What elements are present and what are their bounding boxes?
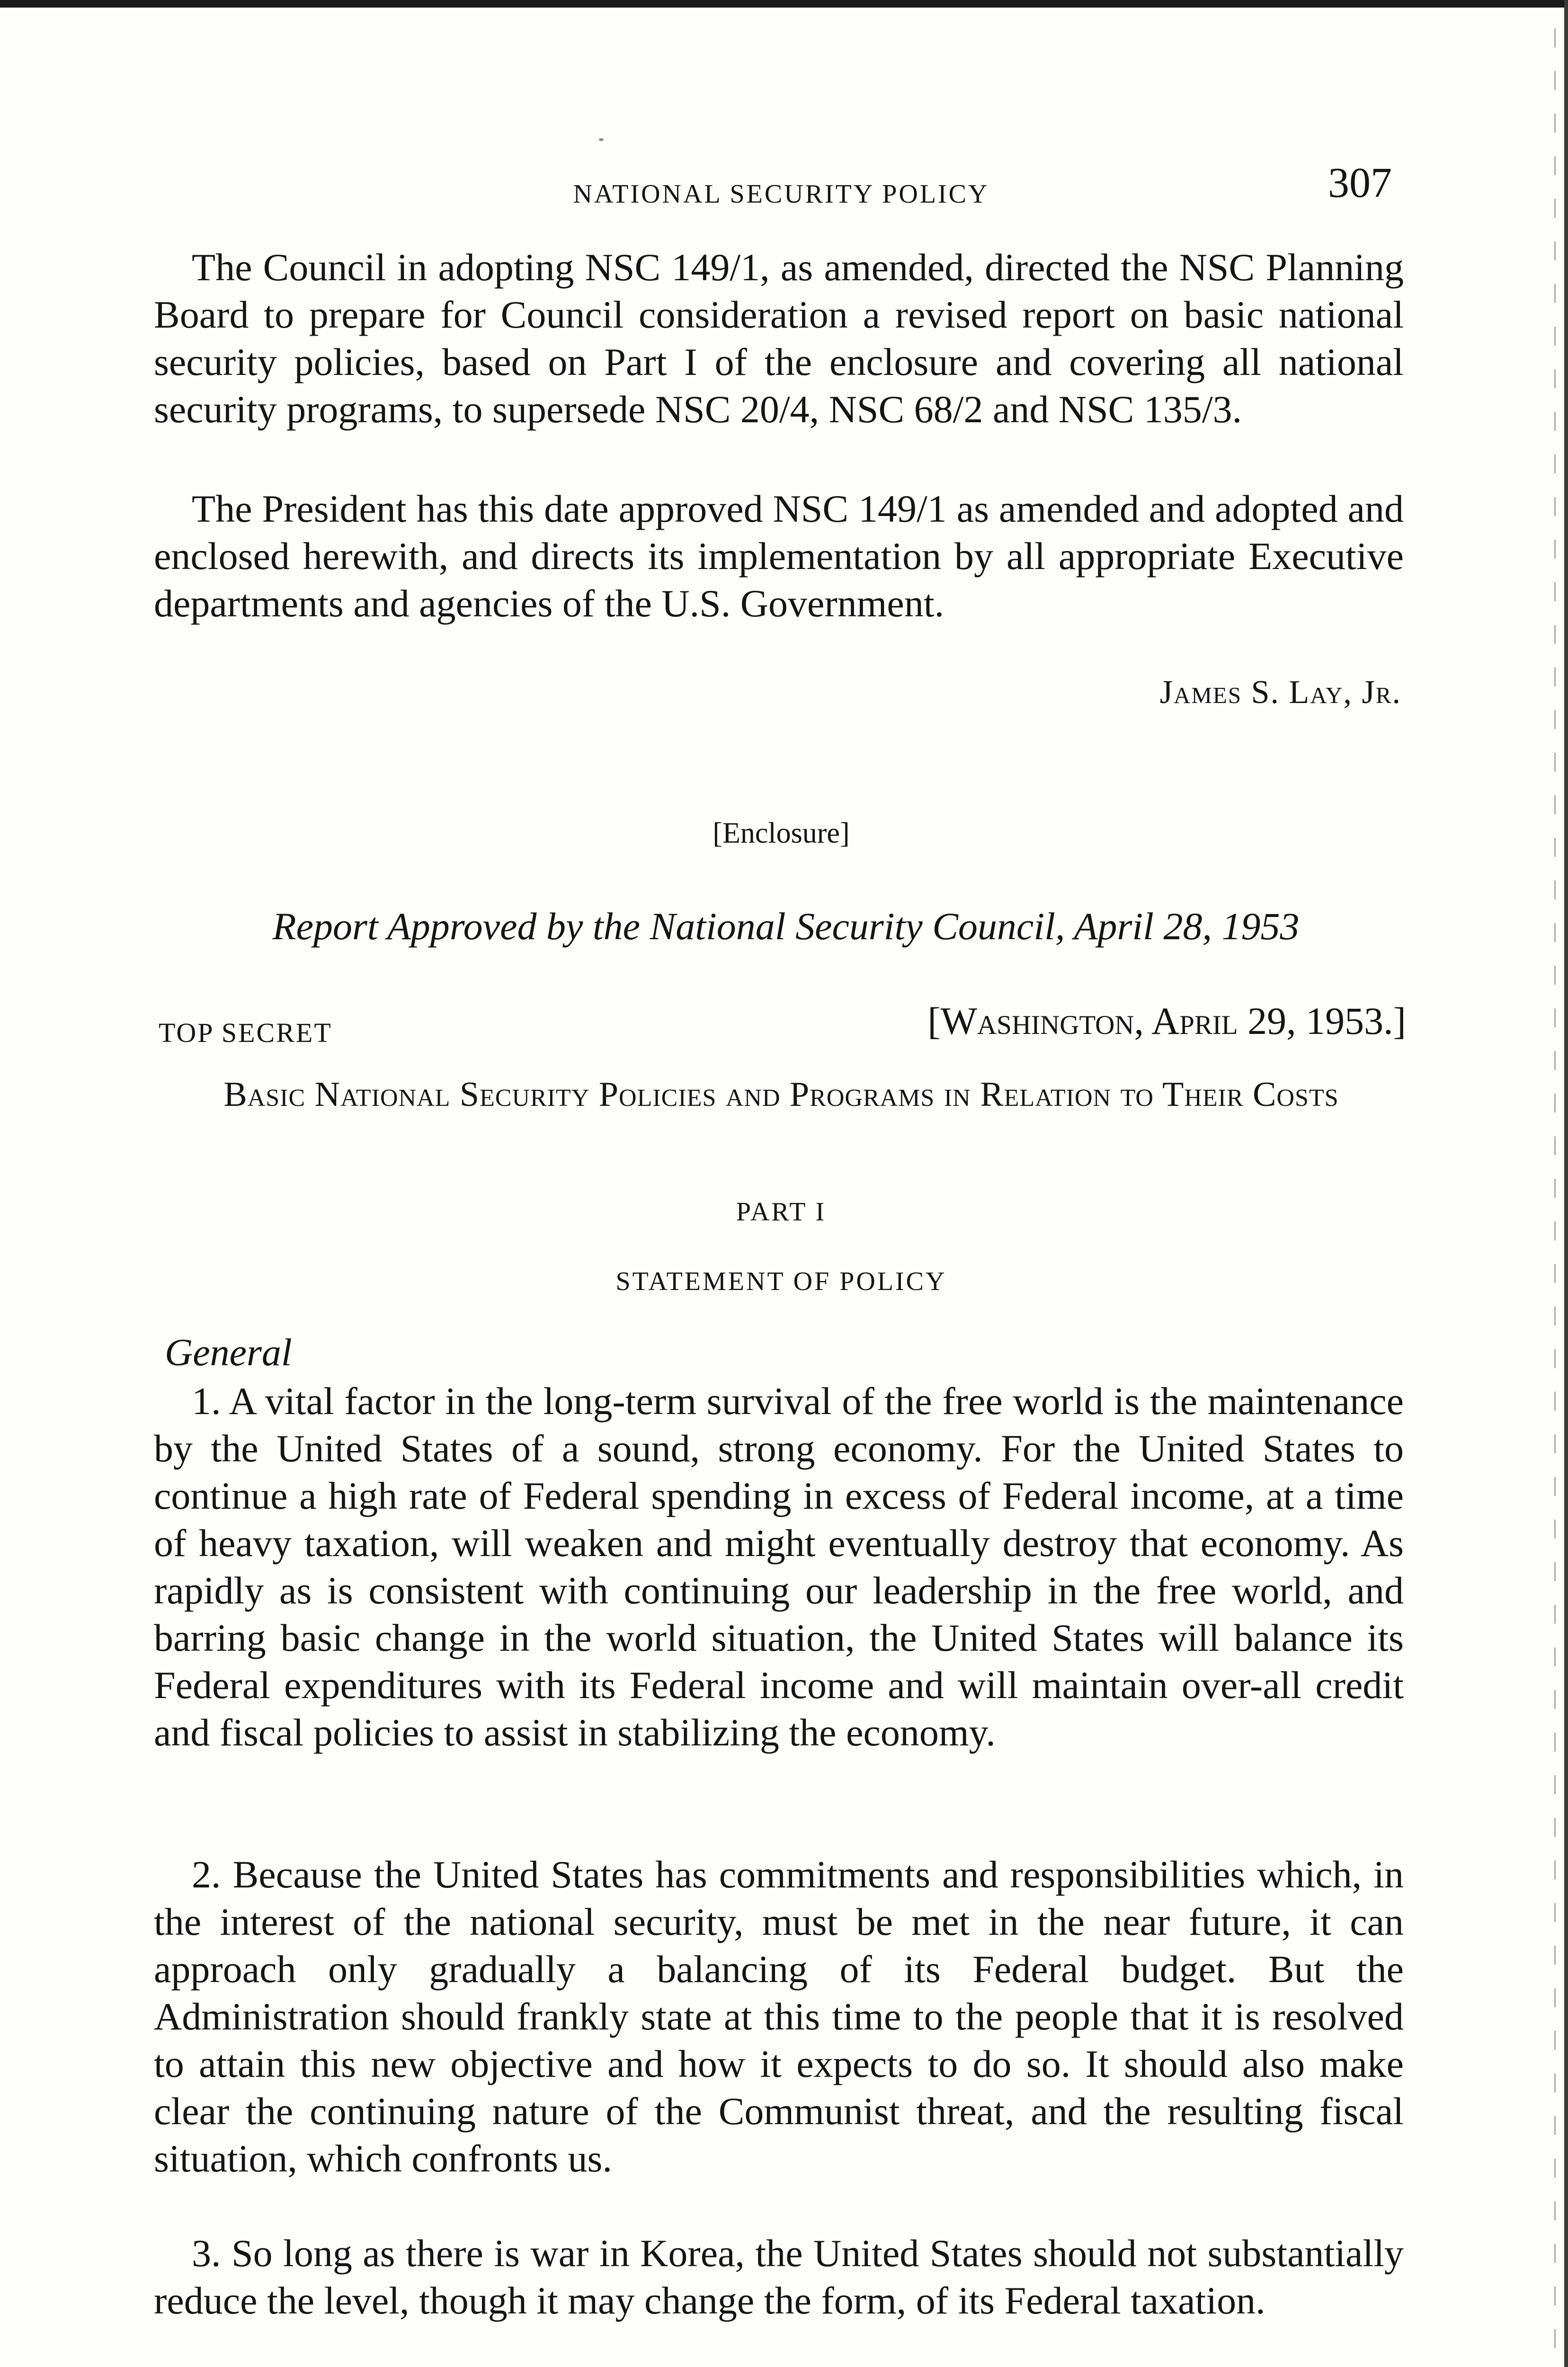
numbered-paragraph-1: [154, 1378, 1404, 1756]
running-title: NATIONAL SECURITY POLICY: [573, 179, 989, 209]
intro-paragraph-1: [154, 244, 1404, 433]
document-title: Basic National Security Policies and Programs in Relation to Their Costs: [223, 1075, 1339, 1114]
paragraph-text: 3. So long as there is war in Korea, the United States should not substantially reduce the level, though it may change the form, of its Federal taxation.: [154, 2232, 1404, 2322]
numbered-paragraph-2: [154, 1851, 1404, 2182]
paragraph-text: The President has this date approved NSC 149/1 as amended and adopted and enclosed herewith, and directs its implementation by all appropriate Executive departments and agencies of the U.S. Government.: [154, 487, 1404, 625]
enclosure-label: [Enclosure]: [713, 817, 850, 849]
scan-speck: [599, 138, 604, 141]
section-heading: General: [165, 1331, 292, 1374]
paragraph-text: The Council in adopting NSC 149/1, as amended, directed the NSC Planning Board to prepare for Council consideration a revised report on basic national security policies, based on Part I of the enclosure and covering all national security programs, to supersede NSC 20/4, NSC 68/2 and NSC 135/3.: [154, 246, 1404, 431]
scan-right-edge: [1564, 0, 1568, 2367]
paragraph-text: 1. A vital factor in the long-term survival of the free world is the maintenance by the United States of a sound, strong economy. For the United States to continue a high rate of Federal spending in excess of Federal income, at a time of heavy taxation, will weaken and might eventually destroy that economy. As rapidly as is consistent with continuing our leadership in the free world, and barring basic change in the world situation, the United States will balance its Federal expenditures with its Federal income and will maintain over-all credit and fiscal policies to assist in stabilizing the economy.: [154, 1379, 1404, 1754]
dateline: [Washington, April 29, 1953.]: [927, 999, 1406, 1042]
statement-label: STATEMENT OF POLICY: [615, 1267, 947, 1296]
part-label: PART I: [736, 1197, 827, 1227]
report-approved-line: Report Approved by the National Security Council, April 28, 1953: [272, 905, 1300, 948]
paragraph-text: 2. Because the United States has commitments and responsibilities which, in the interest of the national security, must be met in the near future, it can approach only gradually a balancing of its Federal budget. But the Administration should frankly state at this time to the people that it is resolved to attain this new objective and how it expects to do so. It should also make clear the continuing nature of the Communist threat, and the resulting fiscal situation, which confronts us.: [154, 1853, 1404, 2180]
signature: James S. Lay, Jr.: [1159, 674, 1401, 711]
scan-top-border: [0, 0, 1568, 8]
scan-binding-marks: [1554, 28, 1556, 2367]
numbered-paragraph-3: [154, 2230, 1404, 2324]
page-number: 307: [1328, 160, 1392, 206]
intro-paragraph-2: [154, 485, 1404, 627]
classification-marking: TOP SECRET: [159, 1017, 332, 1048]
